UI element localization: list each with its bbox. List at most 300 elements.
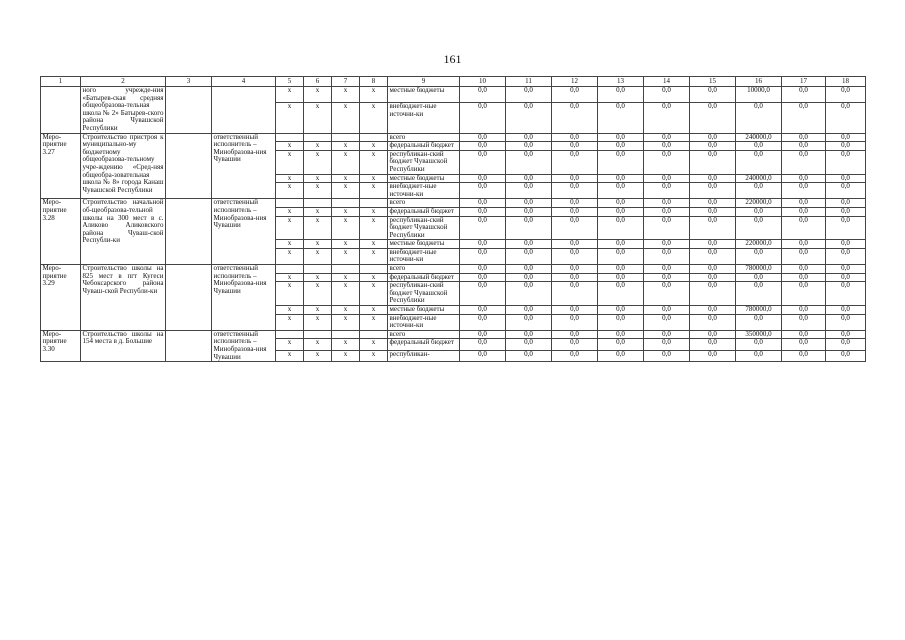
value-cell: 0,0 — [826, 330, 866, 339]
value-cell: 0,0 — [598, 330, 644, 339]
funding-source-cell: всего — [388, 199, 460, 208]
value-cell: 0,0 — [782, 133, 826, 142]
column-header: 3 — [166, 77, 212, 87]
value-cell: 0,0 — [782, 87, 826, 103]
value-cell: 0,0 — [782, 150, 826, 174]
value-cell: 0,0 — [690, 240, 736, 249]
value-cell: 0,0 — [506, 330, 552, 339]
value-cell: 0,0 — [644, 339, 690, 350]
value-cell: 0,0 — [644, 150, 690, 174]
value-cell: 0,0 — [826, 87, 866, 103]
column-header: 16 — [736, 77, 782, 87]
value-cell: 0,0 — [736, 350, 782, 361]
value-cell: 0,0 — [826, 174, 866, 183]
column-header: 17 — [782, 77, 826, 87]
code-cell: x — [360, 183, 388, 199]
value-cell: 0,0 — [644, 314, 690, 330]
value-cell: 0,0 — [736, 248, 782, 264]
value-cell: 0,0 — [690, 142, 736, 151]
value-cell: 0,0 — [506, 207, 552, 216]
value-cell: 0,0 — [690, 314, 736, 330]
code-cell: x — [304, 282, 332, 306]
value-cell: 0,0 — [460, 133, 506, 142]
value-cell: 0,0 — [782, 330, 826, 339]
value-cell: 0,0 — [782, 142, 826, 151]
code-cell: x — [360, 87, 388, 103]
code-cell: x — [304, 207, 332, 216]
value-cell: 0,0 — [460, 174, 506, 183]
code-cell: x — [332, 314, 360, 330]
value-cell: 0,0 — [782, 265, 826, 274]
value-cell: 0,0 — [644, 142, 690, 151]
value-cell: 0,0 — [782, 216, 826, 240]
code-cell — [304, 199, 332, 208]
value-cell: 0,0 — [552, 133, 598, 142]
funding-source-cell: внебюджет-ные источни-ки — [388, 103, 460, 133]
value-cell: 0,0 — [460, 265, 506, 274]
value-cell: 0,0 — [690, 216, 736, 240]
value-cell: 10000,0 — [736, 87, 782, 103]
value-cell: 0,0 — [782, 174, 826, 183]
value-cell: 0,0 — [736, 314, 782, 330]
value-cell: 0,0 — [460, 350, 506, 361]
code-cell: x — [332, 248, 360, 264]
object-cell: ного учрежде-ния «Батырев-ская средняя общеобразова-тельная школа № 2» Батырев-ского района Чувашской Республики — [82, 86, 164, 132]
value-cell: 0,0 — [826, 199, 866, 208]
value-cell: 0,0 — [736, 142, 782, 151]
code-cell — [332, 330, 360, 339]
value-cell: 240000,0 — [736, 133, 782, 142]
page-number: 161 — [443, 52, 462, 66]
value-cell: 0,0 — [552, 330, 598, 339]
value-cell: 0,0 — [826, 150, 866, 174]
funding-source-cell: местные бюджеты — [388, 306, 460, 315]
value-cell: 0,0 — [460, 150, 506, 174]
value-cell: 0,0 — [506, 314, 552, 330]
value-cell: 0,0 — [506, 174, 552, 183]
value-cell: 220000,0 — [736, 199, 782, 208]
value-cell: 0,0 — [736, 273, 782, 282]
value-cell: 0,0 — [690, 306, 736, 315]
code-cell — [360, 330, 388, 339]
column-header: 1 — [41, 77, 81, 87]
value-cell: 0,0 — [598, 350, 644, 361]
table-row — [41, 199, 866, 208]
value-cell: 0,0 — [736, 282, 782, 306]
funding-source-cell: местные бюджеты — [388, 240, 460, 249]
value-cell: 0,0 — [826, 306, 866, 315]
code-cell — [276, 199, 304, 208]
code-cell: x — [276, 142, 304, 151]
value-cell: 780000,0 — [736, 265, 782, 274]
column-header: 9 — [388, 77, 460, 87]
code-cell: x — [276, 282, 304, 306]
code-cell: x — [332, 174, 360, 183]
value-cell: 0,0 — [598, 150, 644, 174]
value-cell: 0,0 — [598, 133, 644, 142]
value-cell: 0,0 — [826, 282, 866, 306]
code-cell: x — [304, 339, 332, 350]
code-cell — [332, 199, 360, 208]
code-cell: x — [304, 248, 332, 264]
funding-source-cell: внебюджет-ные источни-ки — [388, 183, 460, 199]
value-cell: 0,0 — [736, 103, 782, 133]
executor-cell: ответственный исполнитель – Минобразова-ния Чувашии — [212, 265, 276, 331]
code-cell — [304, 330, 332, 339]
column-header: 8 — [360, 77, 388, 87]
value-cell: 0,0 — [598, 199, 644, 208]
code-cell: x — [276, 306, 304, 315]
value-cell: 0,0 — [598, 314, 644, 330]
value-cell: 0,0 — [506, 306, 552, 315]
table-row — [41, 133, 866, 142]
object-cell: Строительство пристроя к муниципально-му бюджетному общеобразова-тельному учре-ждению «Сред-няя общеобра-зовательная школа № 8» города Канаш Чувашской Республики — [81, 133, 166, 199]
value-cell: 0,0 — [782, 350, 826, 361]
code-cell: x — [332, 142, 360, 151]
value-cell: 0,0 — [460, 87, 506, 103]
column-header: 14 — [644, 77, 690, 87]
value-cell: 0,0 — [826, 142, 866, 151]
value-cell: 0,0 — [782, 199, 826, 208]
column-number-row — [41, 77, 866, 87]
code-cell: x — [360, 350, 388, 361]
value-cell: 0,0 — [506, 87, 552, 103]
code-cell: x — [276, 240, 304, 249]
code-cell: x — [360, 339, 388, 350]
code-cell: x — [332, 103, 360, 133]
value-cell: 0,0 — [826, 240, 866, 249]
value-cell: 0,0 — [552, 150, 598, 174]
value-cell: 0,0 — [644, 87, 690, 103]
code-cell: x — [360, 150, 388, 174]
value-cell: 0,0 — [552, 207, 598, 216]
measure-cell: Меро-приятие 3.28 — [41, 199, 81, 265]
column-header: 11 — [506, 77, 552, 87]
column-header: 15 — [690, 77, 736, 87]
value-cell: 0,0 — [736, 339, 782, 350]
value-cell: 0,0 — [598, 216, 644, 240]
value-cell: 0,0 — [552, 339, 598, 350]
funding-source-cell: федеральный бюджет — [388, 339, 460, 350]
value-cell: 0,0 — [826, 248, 866, 264]
code-cell: x — [304, 87, 332, 103]
code-cell: x — [332, 87, 360, 103]
code-cell: x — [360, 240, 388, 249]
value-cell: 0,0 — [690, 248, 736, 264]
object-cell: Строительство начальной об-щеобразова-тельной школы на 300 мест в с. Аликово Аликовского района Чуваш-ской Республи-ки — [81, 199, 166, 265]
code-cell: x — [276, 103, 304, 133]
code-cell — [360, 265, 388, 274]
code-cell — [276, 133, 304, 142]
value-cell: 0,0 — [826, 350, 866, 361]
code-cell: x — [276, 216, 304, 240]
value-cell: 0,0 — [598, 282, 644, 306]
code-cell: x — [332, 183, 360, 199]
column-header: 2 — [81, 77, 166, 87]
value-cell: 0,0 — [690, 150, 736, 174]
column-header: 10 — [460, 77, 506, 87]
value-cell: 0,0 — [460, 282, 506, 306]
object-cell: Строительство школы на 825 мест в пгт Кугеси Чебоксарского района Чуваш-ской Республи-ки — [81, 265, 166, 331]
code-cell: x — [332, 282, 360, 306]
value-cell: 0,0 — [506, 265, 552, 274]
code-cell: x — [332, 150, 360, 174]
funding-source-cell: федеральный бюджет — [388, 142, 460, 151]
value-cell: 240000,0 — [736, 174, 782, 183]
measure-cell: Меро-приятие 3.29 — [41, 265, 81, 331]
value-cell: 0,0 — [826, 133, 866, 142]
code-cell: x — [276, 174, 304, 183]
code-cell: x — [276, 183, 304, 199]
column-header: 12 — [552, 77, 598, 87]
funding-source-cell: внебюджет-ные источни-ки — [388, 314, 460, 330]
funding-source-cell: республикан-ский бюджет Чувашской Республики — [388, 150, 460, 174]
value-cell: 0,0 — [506, 133, 552, 142]
value-cell: 0,0 — [460, 199, 506, 208]
table-row — [41, 87, 866, 103]
value-cell: 0,0 — [552, 314, 598, 330]
code-cell: x — [304, 306, 332, 315]
value-cell: 0,0 — [690, 174, 736, 183]
value-cell: 0,0 — [690, 265, 736, 274]
code-cell: x — [304, 216, 332, 240]
value-cell: 0,0 — [552, 87, 598, 103]
value-cell: 0,0 — [506, 216, 552, 240]
value-cell: 0,0 — [690, 207, 736, 216]
value-cell: 0,0 — [644, 199, 690, 208]
empty-cell — [166, 199, 212, 265]
column-header: 18 — [826, 77, 866, 87]
executor-cell — [212, 87, 276, 134]
value-cell: 0,0 — [506, 248, 552, 264]
column-header: 7 — [332, 77, 360, 87]
code-cell: x — [332, 273, 360, 282]
value-cell: 0,0 — [826, 339, 866, 350]
value-cell: 0,0 — [826, 103, 866, 133]
code-cell — [360, 199, 388, 208]
code-cell: x — [332, 216, 360, 240]
code-cell: x — [332, 207, 360, 216]
code-cell — [304, 265, 332, 274]
value-cell: 0,0 — [552, 350, 598, 361]
value-cell: 0,0 — [552, 248, 598, 264]
value-cell: 350000,0 — [736, 330, 782, 339]
value-cell: 0,0 — [506, 199, 552, 208]
code-cell: x — [304, 273, 332, 282]
value-cell: 0,0 — [782, 273, 826, 282]
object-cell: Строительство школы на 154 места в д. Большие — [81, 330, 166, 361]
value-cell: 0,0 — [736, 150, 782, 174]
column-header: 13 — [598, 77, 644, 87]
code-cell: x — [360, 103, 388, 133]
value-cell: 0,0 — [506, 282, 552, 306]
code-cell: x — [360, 248, 388, 264]
column-header: 4 — [212, 77, 276, 87]
empty-cell — [166, 133, 212, 199]
code-cell: x — [360, 282, 388, 306]
value-cell: 0,0 — [736, 183, 782, 199]
value-cell: 0,0 — [644, 306, 690, 315]
code-cell: x — [276, 87, 304, 103]
value-cell: 0,0 — [598, 207, 644, 216]
value-cell: 0,0 — [460, 273, 506, 282]
value-cell: 0,0 — [552, 306, 598, 315]
funding-source-cell: местные бюджеты — [388, 174, 460, 183]
value-cell: 0,0 — [782, 248, 826, 264]
value-cell: 0,0 — [782, 339, 826, 350]
value-cell: 0,0 — [644, 103, 690, 133]
value-cell: 0,0 — [690, 282, 736, 306]
value-cell: 0,0 — [782, 103, 826, 133]
value-cell: 0,0 — [552, 282, 598, 306]
value-cell: 0,0 — [782, 183, 826, 199]
value-cell: 0,0 — [644, 282, 690, 306]
value-cell: 0,0 — [506, 273, 552, 282]
value-cell: 0,0 — [552, 142, 598, 151]
value-cell: 0,0 — [690, 133, 736, 142]
value-cell: 0,0 — [598, 339, 644, 350]
value-cell: 0,0 — [690, 273, 736, 282]
funding-source-cell: всего — [388, 265, 460, 274]
value-cell: 0,0 — [552, 240, 598, 249]
value-cell: 0,0 — [552, 216, 598, 240]
funding-source-cell: республикан-ский бюджет Чувашской Республики — [388, 282, 460, 306]
value-cell: 0,0 — [736, 207, 782, 216]
value-cell: 0,0 — [782, 282, 826, 306]
value-cell: 0,0 — [552, 103, 598, 133]
value-cell: 0,0 — [690, 330, 736, 339]
executor-cell: ответственный исполнитель – Минобразова-ния Чувашии — [212, 133, 276, 199]
code-cell: x — [304, 183, 332, 199]
value-cell: 0,0 — [598, 142, 644, 151]
value-cell: 0,0 — [644, 174, 690, 183]
code-cell: x — [304, 103, 332, 133]
value-cell: 0,0 — [598, 174, 644, 183]
column-header: 6 — [304, 77, 332, 87]
code-cell: x — [276, 248, 304, 264]
value-cell: 0,0 — [506, 142, 552, 151]
code-cell: x — [276, 207, 304, 216]
value-cell: 0,0 — [644, 183, 690, 199]
value-cell: 0,0 — [552, 183, 598, 199]
value-cell: 0,0 — [506, 339, 552, 350]
value-cell: 0,0 — [598, 240, 644, 249]
value-cell: 0,0 — [460, 216, 506, 240]
funding-source-cell: всего — [388, 330, 460, 339]
code-cell: x — [276, 350, 304, 361]
code-cell: x — [360, 207, 388, 216]
value-cell: 0,0 — [826, 207, 866, 216]
value-cell: 0,0 — [644, 240, 690, 249]
value-cell: 0,0 — [460, 103, 506, 133]
value-cell: 0,0 — [460, 183, 506, 199]
value-cell: 0,0 — [644, 207, 690, 216]
funding-source-cell: федеральный бюджет — [388, 273, 460, 282]
code-cell: x — [360, 273, 388, 282]
value-cell: 0,0 — [644, 330, 690, 339]
code-cell: x — [304, 174, 332, 183]
value-cell: 0,0 — [506, 183, 552, 199]
code-cell: x — [304, 350, 332, 361]
value-cell: 0,0 — [690, 87, 736, 103]
value-cell: 0,0 — [826, 216, 866, 240]
value-cell: 0,0 — [826, 265, 866, 274]
code-cell — [276, 265, 304, 274]
value-cell: 0,0 — [506, 240, 552, 249]
table-row — [41, 330, 866, 339]
value-cell: 0,0 — [460, 330, 506, 339]
value-cell: 220000,0 — [736, 240, 782, 249]
executor-cell: ответственный исполнитель – Минобразова-ния Чувашии — [212, 199, 276, 265]
value-cell: 0,0 — [826, 183, 866, 199]
value-cell: 0,0 — [460, 207, 506, 216]
funding-source-cell: всего — [388, 133, 460, 142]
value-cell: 0,0 — [506, 150, 552, 174]
code-cell — [276, 330, 304, 339]
code-cell: x — [276, 150, 304, 174]
measure-cell — [41, 87, 81, 134]
value-cell: 0,0 — [598, 183, 644, 199]
value-cell: 0,0 — [460, 248, 506, 264]
value-cell: 0,0 — [644, 248, 690, 264]
code-cell: x — [360, 174, 388, 183]
code-cell: x — [276, 273, 304, 282]
value-cell: 0,0 — [598, 273, 644, 282]
value-cell: 0,0 — [736, 216, 782, 240]
code-cell: x — [332, 350, 360, 361]
code-cell: x — [360, 314, 388, 330]
code-cell: x — [304, 142, 332, 151]
value-cell: 0,0 — [782, 207, 826, 216]
value-cell: 0,0 — [782, 314, 826, 330]
funding-source-cell: федеральный бюджет — [388, 207, 460, 216]
code-cell: x — [332, 306, 360, 315]
funding-source-cell: республикан-ский бюджет Чувашской Республики — [388, 216, 460, 240]
value-cell: 0,0 — [552, 174, 598, 183]
value-cell: 0,0 — [598, 265, 644, 274]
code-cell: x — [276, 314, 304, 330]
measure-cell: Меро-приятие 3.27 — [41, 133, 81, 199]
value-cell: 0,0 — [552, 273, 598, 282]
value-cell: 0,0 — [506, 103, 552, 133]
funding-source-cell: республикан- — [388, 350, 460, 361]
value-cell: 0,0 — [690, 339, 736, 350]
code-cell: x — [304, 150, 332, 174]
empty-cell — [166, 265, 212, 331]
code-cell: x — [332, 339, 360, 350]
code-cell — [332, 133, 360, 142]
code-cell: x — [276, 339, 304, 350]
code-cell: x — [304, 240, 332, 249]
value-cell: 0,0 — [460, 142, 506, 151]
value-cell: 0,0 — [644, 265, 690, 274]
value-cell: 0,0 — [826, 314, 866, 330]
value-cell: 0,0 — [782, 306, 826, 315]
value-cell: 0,0 — [644, 350, 690, 361]
value-cell: 0,0 — [690, 183, 736, 199]
code-cell: x — [360, 142, 388, 151]
empty-cell — [166, 87, 212, 134]
value-cell: 0,0 — [506, 350, 552, 361]
code-cell: x — [304, 314, 332, 330]
value-cell: 0,0 — [690, 103, 736, 133]
value-cell: 0,0 — [644, 273, 690, 282]
value-cell: 0,0 — [690, 350, 736, 361]
value-cell: 0,0 — [460, 314, 506, 330]
empty-cell — [166, 330, 212, 361]
value-cell: 0,0 — [598, 306, 644, 315]
measure-cell: Меро-приятие 3.30 — [41, 330, 81, 361]
